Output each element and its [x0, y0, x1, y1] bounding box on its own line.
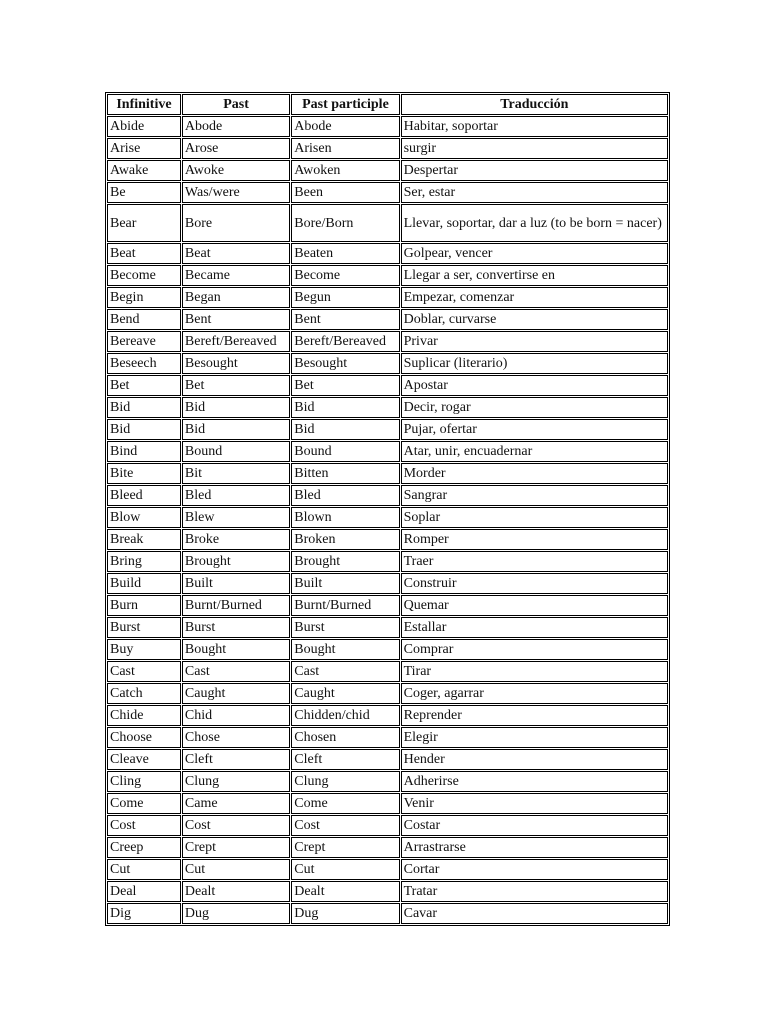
- cell-infinitive: Cling: [107, 771, 181, 792]
- cell-past-participle: Burst: [291, 617, 399, 638]
- cell-traduccion: Reprender: [401, 705, 668, 726]
- cell-past-participle: Bitten: [291, 463, 399, 484]
- cell-traduccion: Pujar, ofertar: [401, 419, 668, 440]
- cell-past: Dealt: [182, 881, 290, 902]
- cell-past: Built: [182, 573, 290, 594]
- cell-traduccion: Empezar, comenzar: [401, 287, 668, 308]
- cell-past-participle: Chidden/chid: [291, 705, 399, 726]
- cell-past: Arose: [182, 138, 290, 159]
- table-row: [107, 138, 668, 159]
- table-row: [107, 182, 668, 203]
- cell-traduccion: Comprar: [401, 639, 668, 660]
- cell-past: Chid: [182, 705, 290, 726]
- cell-traduccion: Romper: [401, 529, 668, 550]
- cell-past-participle: Brought: [291, 551, 399, 572]
- table-row: [107, 771, 668, 792]
- table-row: [107, 331, 668, 352]
- cell-traduccion: Tirar: [401, 661, 668, 682]
- cell-traduccion: Habitar, soportar: [401, 116, 668, 137]
- cell-past: Bore: [182, 204, 290, 242]
- cell-past: Crept: [182, 837, 290, 858]
- cell-past-participle: Chosen: [291, 727, 399, 748]
- cell-traduccion: Despertar: [401, 160, 668, 181]
- cell-infinitive: Break: [107, 529, 181, 550]
- table-row: [107, 419, 668, 440]
- cell-past-participle: Dug: [291, 903, 399, 924]
- cell-infinitive: Dig: [107, 903, 181, 924]
- cell-past: Abode: [182, 116, 290, 137]
- cell-past-participle: Bought: [291, 639, 399, 660]
- cell-infinitive: Deal: [107, 881, 181, 902]
- cell-traduccion: Llegar a ser, convertirse en: [401, 265, 668, 286]
- cell-past: Came: [182, 793, 290, 814]
- cell-infinitive: Creep: [107, 837, 181, 858]
- table-row: [107, 309, 668, 330]
- cell-past-participle: Built: [291, 573, 399, 594]
- cell-past: Burst: [182, 617, 290, 638]
- cell-infinitive: Come: [107, 793, 181, 814]
- table-row: [107, 595, 668, 616]
- cell-past-participle: Begun: [291, 287, 399, 308]
- table-row: [107, 683, 668, 704]
- cell-past-participle: Abode: [291, 116, 399, 137]
- cell-past: Was/were: [182, 182, 290, 203]
- table-row: [107, 507, 668, 528]
- table-row: [107, 160, 668, 181]
- cell-traduccion: Venir: [401, 793, 668, 814]
- cell-traduccion: Tratar: [401, 881, 668, 902]
- table-row: [107, 859, 668, 880]
- table-body: [107, 116, 668, 924]
- cell-past-participle: Cost: [291, 815, 399, 836]
- cell-infinitive: Abide: [107, 116, 181, 137]
- cell-past: Clung: [182, 771, 290, 792]
- cell-traduccion: Estallar: [401, 617, 668, 638]
- cell-infinitive: Bend: [107, 309, 181, 330]
- cell-infinitive: Bid: [107, 419, 181, 440]
- cell-traduccion: Suplicar (literario): [401, 353, 668, 374]
- cell-past-participle: Caught: [291, 683, 399, 704]
- cell-traduccion: Elegir: [401, 727, 668, 748]
- cell-past-participle: Crept: [291, 837, 399, 858]
- table-row: [107, 793, 668, 814]
- cell-past-participle: Bet: [291, 375, 399, 396]
- cell-past-participle: Bled: [291, 485, 399, 506]
- table-row: [107, 551, 668, 572]
- table-row: [107, 265, 668, 286]
- cell-infinitive: Cleave: [107, 749, 181, 770]
- cell-traduccion: Costar: [401, 815, 668, 836]
- cell-past: Brought: [182, 551, 290, 572]
- cell-past: Awoke: [182, 160, 290, 181]
- cell-past: Caught: [182, 683, 290, 704]
- table-row: [107, 243, 668, 264]
- cell-infinitive: Buy: [107, 639, 181, 660]
- table-row: [107, 727, 668, 748]
- cell-past-participle: Clung: [291, 771, 399, 792]
- cell-infinitive: Chide: [107, 705, 181, 726]
- cell-traduccion: Privar: [401, 331, 668, 352]
- cell-past: Bereft/Bereaved: [182, 331, 290, 352]
- cell-past-participle: Bore/Born: [291, 204, 399, 242]
- table-row: [107, 116, 668, 137]
- cell-traduccion: Llevar, soportar, dar a luz (to be born = nacer): [401, 204, 668, 242]
- cell-past: Began: [182, 287, 290, 308]
- cell-infinitive: Bleed: [107, 485, 181, 506]
- table-row: [107, 639, 668, 660]
- header-past: Past: [182, 94, 290, 115]
- table-row: [107, 837, 668, 858]
- cell-past-participle: Come: [291, 793, 399, 814]
- cell-traduccion: Quemar: [401, 595, 668, 616]
- cell-past-participle: Bid: [291, 419, 399, 440]
- cell-infinitive: Blow: [107, 507, 181, 528]
- table-row: [107, 463, 668, 484]
- cell-infinitive: Burst: [107, 617, 181, 638]
- cell-past: Bit: [182, 463, 290, 484]
- cell-traduccion: Traer: [401, 551, 668, 572]
- cell-infinitive: Burn: [107, 595, 181, 616]
- cell-infinitive: Bet: [107, 375, 181, 396]
- cell-past-participle: Bent: [291, 309, 399, 330]
- table-row: [107, 353, 668, 374]
- header-past-participle: Past participle: [291, 94, 399, 115]
- cell-traduccion: Soplar: [401, 507, 668, 528]
- cell-infinitive: Build: [107, 573, 181, 594]
- cell-past: Cleft: [182, 749, 290, 770]
- header-traduccion: Traducción: [401, 94, 668, 115]
- table-row: [107, 749, 668, 770]
- cell-past-participle: Awoken: [291, 160, 399, 181]
- cell-traduccion: Atar, unir, encuadernar: [401, 441, 668, 462]
- table-row: [107, 661, 668, 682]
- cell-infinitive: Beat: [107, 243, 181, 264]
- cell-past: Cut: [182, 859, 290, 880]
- cell-infinitive: Bid: [107, 397, 181, 418]
- cell-past: Bound: [182, 441, 290, 462]
- cell-past: Bought: [182, 639, 290, 660]
- cell-past-participle: Cut: [291, 859, 399, 880]
- table-row: [107, 204, 668, 242]
- cell-past: Became: [182, 265, 290, 286]
- table-row: [107, 617, 668, 638]
- cell-traduccion: Sangrar: [401, 485, 668, 506]
- cell-past-participle: Blown: [291, 507, 399, 528]
- cell-traduccion: Cortar: [401, 859, 668, 880]
- cell-past-participle: Become: [291, 265, 399, 286]
- table-row: [107, 815, 668, 836]
- cell-traduccion: Golpear, vencer: [401, 243, 668, 264]
- cell-past: Broke: [182, 529, 290, 550]
- cell-traduccion: Doblar, curvarse: [401, 309, 668, 330]
- cell-traduccion: Adherirse: [401, 771, 668, 792]
- cell-past: Bled: [182, 485, 290, 506]
- cell-past-participle: Bound: [291, 441, 399, 462]
- cell-past: Burnt/Burned: [182, 595, 290, 616]
- cell-infinitive: Bear: [107, 204, 181, 242]
- cell-past: Blew: [182, 507, 290, 528]
- cell-past-participle: Cleft: [291, 749, 399, 770]
- cell-infinitive: Cast: [107, 661, 181, 682]
- cell-traduccion: surgir: [401, 138, 668, 159]
- table-row: [107, 573, 668, 594]
- cell-traduccion: Hender: [401, 749, 668, 770]
- cell-traduccion: Apostar: [401, 375, 668, 396]
- cell-traduccion: Cavar: [401, 903, 668, 924]
- cell-past-participle: Beaten: [291, 243, 399, 264]
- cell-infinitive: Choose: [107, 727, 181, 748]
- cell-past-participle: Burnt/Burned: [291, 595, 399, 616]
- cell-past: Besought: [182, 353, 290, 374]
- cell-past: Bet: [182, 375, 290, 396]
- cell-past: Bid: [182, 397, 290, 418]
- cell-past: Dug: [182, 903, 290, 924]
- table-row: [107, 705, 668, 726]
- cell-past-participle: Bid: [291, 397, 399, 418]
- table-header-row: [107, 94, 668, 115]
- cell-past: Bent: [182, 309, 290, 330]
- table-row: [107, 529, 668, 550]
- cell-past: Bid: [182, 419, 290, 440]
- cell-infinitive: Cut: [107, 859, 181, 880]
- cell-infinitive: Become: [107, 265, 181, 286]
- cell-past: Chose: [182, 727, 290, 748]
- cell-infinitive: Arise: [107, 138, 181, 159]
- cell-traduccion: Decir, rogar: [401, 397, 668, 418]
- cell-past-participle: Besought: [291, 353, 399, 374]
- cell-infinitive: Cost: [107, 815, 181, 836]
- header-infinitive: Infinitive: [107, 94, 181, 115]
- cell-past-participle: Been: [291, 182, 399, 203]
- cell-past-participle: Dealt: [291, 881, 399, 902]
- cell-infinitive: Be: [107, 182, 181, 203]
- table-row: [107, 441, 668, 462]
- table-row: [107, 881, 668, 902]
- cell-infinitive: Catch: [107, 683, 181, 704]
- cell-infinitive: Bind: [107, 441, 181, 462]
- cell-past: Cost: [182, 815, 290, 836]
- cell-infinitive: Bereave: [107, 331, 181, 352]
- cell-traduccion: Construir: [401, 573, 668, 594]
- irregular-verbs-table: [105, 92, 670, 926]
- cell-infinitive: Bring: [107, 551, 181, 572]
- cell-past-participle: Bereft/Bereaved: [291, 331, 399, 352]
- cell-past: Beat: [182, 243, 290, 264]
- cell-past-participle: Cast: [291, 661, 399, 682]
- table-row: [107, 903, 668, 924]
- cell-traduccion: Morder: [401, 463, 668, 484]
- cell-infinitive: Bite: [107, 463, 181, 484]
- cell-infinitive: Begin: [107, 287, 181, 308]
- cell-past: Cast: [182, 661, 290, 682]
- table-row: [107, 287, 668, 308]
- cell-traduccion: Coger, agarrar: [401, 683, 668, 704]
- table-row: [107, 485, 668, 506]
- cell-traduccion: Arrastrarse: [401, 837, 668, 858]
- cell-past-participle: Arisen: [291, 138, 399, 159]
- cell-past-participle: Broken: [291, 529, 399, 550]
- cell-traduccion: Ser, estar: [401, 182, 668, 203]
- table-row: [107, 397, 668, 418]
- cell-infinitive: Beseech: [107, 353, 181, 374]
- table-row: [107, 375, 668, 396]
- cell-infinitive: Awake: [107, 160, 181, 181]
